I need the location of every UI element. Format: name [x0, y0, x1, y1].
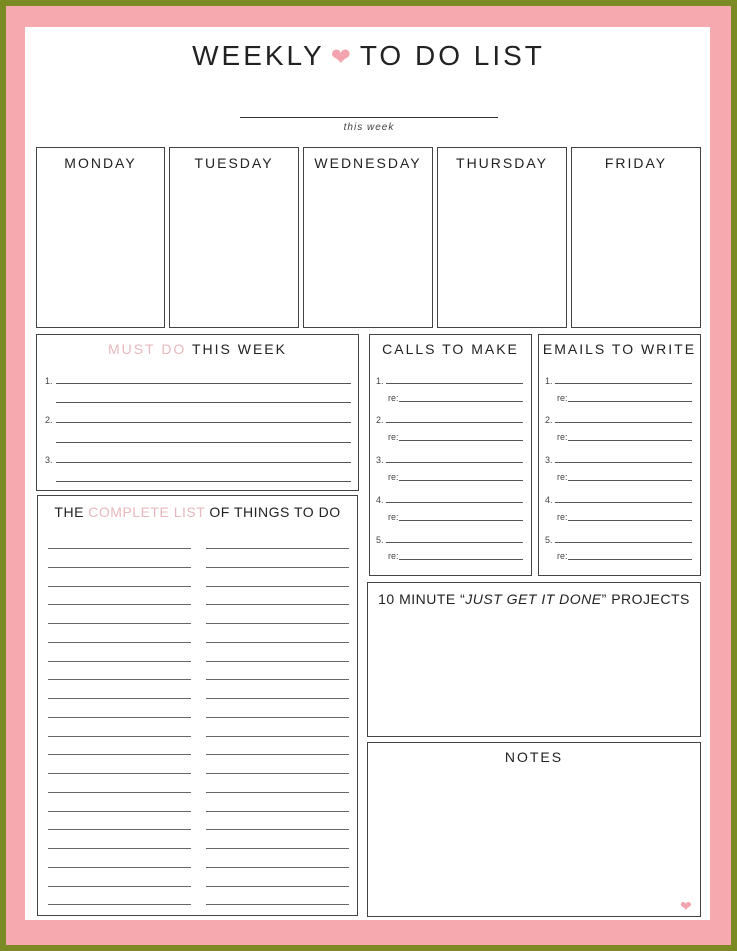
complete-list-line[interactable] — [206, 886, 349, 887]
projects-title — [368, 591, 700, 607]
complete-list-line[interactable] — [48, 904, 191, 905]
complete-list-line[interactable] — [206, 754, 349, 755]
day-title: WEDNESDAY — [314, 155, 422, 171]
calls-number: 2. — [376, 415, 384, 425]
emails-re-label: re: — [557, 393, 568, 403]
emails-line[interactable] — [555, 422, 692, 423]
complete-list-line[interactable] — [206, 792, 349, 793]
complete-list-box — [37, 495, 358, 916]
complete-list-line[interactable] — [206, 717, 349, 718]
complete-list-line[interactable] — [206, 848, 349, 849]
must-do-number: 3. — [45, 455, 53, 465]
complete-list-line[interactable] — [48, 586, 191, 587]
heart-icon: ❤ — [330, 44, 354, 71]
calls-line[interactable] — [386, 542, 523, 543]
day-title: TUESDAY — [194, 155, 274, 171]
week-label: this week — [343, 122, 395, 133]
must-do-title — [37, 341, 358, 357]
projects-title-italic: JUST GET IT DONE — [465, 591, 602, 607]
notes-box[interactable] — [367, 742, 701, 917]
notes-title: NOTES — [504, 749, 564, 765]
complete-list-line[interactable] — [48, 642, 191, 643]
complete-list-line[interactable] — [48, 623, 191, 624]
must-do-line[interactable] — [56, 462, 351, 463]
complete-list-line[interactable] — [48, 811, 191, 812]
must-do-line[interactable] — [56, 402, 351, 403]
emails-box — [538, 334, 701, 576]
complete-list-line[interactable] — [48, 567, 191, 568]
projects-title-post: ” PROJECTS — [601, 591, 690, 607]
complete-list-line[interactable] — [206, 811, 349, 812]
emails-number: 3. — [545, 455, 553, 465]
emails-line[interactable] — [555, 502, 692, 503]
calls-line[interactable] — [386, 462, 523, 463]
complete-list-line[interactable] — [48, 604, 191, 605]
complete-list-line[interactable] — [48, 829, 191, 830]
calls-box — [369, 334, 532, 576]
complete-list-line[interactable] — [206, 661, 349, 662]
complete-list-line[interactable] — [48, 848, 191, 849]
complete-list-line[interactable] — [48, 548, 191, 549]
emails-re-label: re: — [557, 551, 568, 561]
calls-re-line[interactable] — [399, 401, 523, 402]
heart-icon: ❤ — [680, 898, 692, 914]
must-do-line[interactable] — [56, 383, 351, 384]
title-weekly: WEEKLY — [192, 40, 325, 71]
must-do-line[interactable] — [56, 422, 351, 423]
must-do-number: 2. — [45, 415, 53, 425]
complete-list-line[interactable] — [48, 661, 191, 662]
calls-line[interactable] — [386, 383, 523, 384]
emails-re-line[interactable] — [568, 480, 692, 481]
emails-number: 1. — [545, 376, 553, 386]
complete-list-line[interactable] — [206, 698, 349, 699]
emails-re-line[interactable] — [568, 401, 692, 402]
emails-re-label: re: — [557, 512, 568, 522]
projects-box[interactable] — [367, 582, 701, 737]
calls-line[interactable] — [386, 422, 523, 423]
calls-title: CALLS TO MAKE — [382, 341, 519, 357]
emails-re-line[interactable] — [568, 559, 692, 560]
complete-list-title-pre: THE — [54, 504, 84, 520]
complete-list-line[interactable] — [48, 736, 191, 737]
calls-re-label: re: — [388, 512, 399, 522]
complete-list-line[interactable] — [48, 792, 191, 793]
complete-list-line[interactable] — [206, 604, 349, 605]
complete-list-line[interactable] — [206, 642, 349, 643]
calls-re-line[interactable] — [399, 520, 523, 521]
day-title: MONDAY — [64, 155, 137, 171]
must-do-number: 1. — [45, 376, 53, 386]
complete-list-line[interactable] — [206, 586, 349, 587]
emails-number: 4. — [545, 495, 553, 505]
day-title: FRIDAY — [604, 155, 668, 171]
complete-list-line[interactable] — [206, 679, 349, 680]
emails-number: 2. — [545, 415, 553, 425]
complete-list-line[interactable] — [48, 754, 191, 755]
emails-number: 5. — [545, 535, 553, 545]
week-input-line[interactable] — [240, 117, 498, 118]
complete-list-line[interactable] — [206, 623, 349, 624]
emails-re-label: re: — [557, 432, 568, 442]
must-do-box — [36, 334, 359, 491]
emails-re-label: re: — [557, 472, 568, 482]
complete-list-title-post: OF THINGS TO DO — [209, 504, 341, 520]
complete-list-line[interactable] — [48, 867, 191, 868]
complete-list-line[interactable] — [206, 567, 349, 568]
emails-line[interactable] — [555, 542, 692, 543]
calls-re-label: re: — [388, 551, 399, 561]
calls-re-line[interactable] — [399, 440, 523, 441]
calls-line[interactable] — [386, 502, 523, 503]
complete-list-line[interactable] — [206, 548, 349, 549]
calls-number: 3. — [376, 455, 384, 465]
complete-list-line[interactable] — [48, 773, 191, 774]
complete-list-line[interactable] — [48, 698, 191, 699]
calls-re-label: re: — [388, 393, 399, 403]
complete-list-line[interactable] — [206, 829, 349, 830]
emails-re-line[interactable] — [568, 520, 692, 521]
complete-list-line[interactable] — [206, 904, 349, 905]
must-do-line[interactable] — [56, 442, 351, 443]
calls-re-line[interactable] — [399, 480, 523, 481]
complete-list-line[interactable] — [206, 736, 349, 737]
page-title — [0, 40, 737, 72]
complete-list-line[interactable] — [48, 717, 191, 718]
day-box-friday[interactable] — [571, 147, 701, 328]
day-box-monday[interactable] — [36, 147, 165, 328]
complete-list-line[interactable] — [48, 679, 191, 680]
day-box-thursday[interactable] — [437, 147, 567, 328]
day-box-wednesday[interactable] — [303, 147, 433, 328]
calls-re-label: re: — [388, 472, 399, 482]
complete-list-line[interactable] — [48, 886, 191, 887]
complete-list-line[interactable] — [206, 867, 349, 868]
must-do-line[interactable] — [56, 481, 351, 482]
title-todo-list: TO DO LIST — [359, 40, 545, 71]
emails-title: EMAILS TO WRITE — [542, 341, 697, 357]
complete-list-line[interactable] — [206, 773, 349, 774]
calls-number: 5. — [376, 535, 384, 545]
day-title: THURSDAY — [456, 155, 548, 171]
complete-list-title-pink: COMPLETE LIST — [88, 504, 206, 520]
calls-number: 1. — [376, 376, 384, 386]
emails-re-line[interactable] — [568, 440, 692, 441]
complete-list-title — [38, 504, 357, 520]
must-do-title-pink: MUST DO — [108, 341, 187, 357]
calls-re-label: re: — [388, 432, 399, 442]
projects-title-pre: 10 MINUTE “ — [378, 591, 466, 607]
calls-number: 4. — [376, 495, 384, 505]
calls-re-line[interactable] — [399, 559, 523, 560]
emails-line[interactable] — [555, 383, 692, 384]
must-do-title-rest: THIS WEEK — [191, 341, 287, 357]
emails-line[interactable] — [555, 462, 692, 463]
day-box-tuesday[interactable] — [169, 147, 299, 328]
